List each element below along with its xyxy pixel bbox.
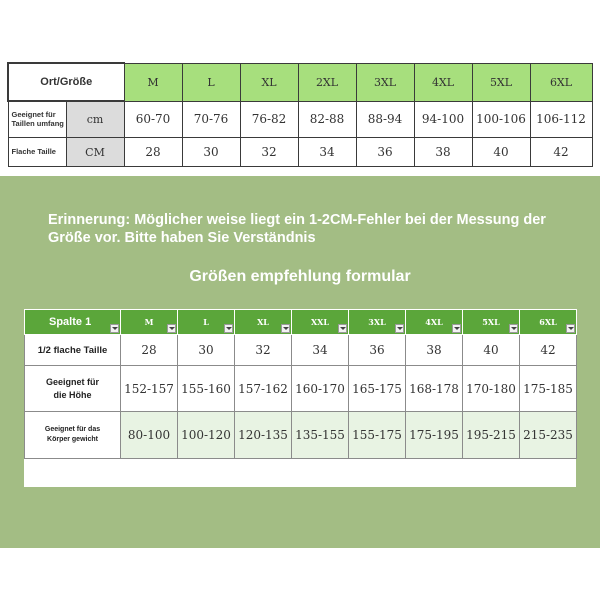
filter-dropdown-icon[interactable]: [509, 324, 518, 333]
filter-dropdown-icon[interactable]: [110, 324, 119, 333]
size-chart-table: [7, 62, 593, 167]
size-header[interactable]: [349, 310, 406, 335]
filter-dropdown-icon[interactable]: [338, 324, 347, 333]
value-cell: 28: [124, 138, 182, 167]
value-cell: 155-175: [349, 412, 406, 459]
size-label: L: [203, 317, 209, 327]
size-cell: 6XL: [530, 63, 592, 101]
recommendation-table: [24, 309, 577, 479]
corner-label: Ort/Größe: [8, 63, 124, 101]
size-label: XL: [257, 317, 269, 327]
size-label: 4XL: [425, 317, 443, 327]
value-cell: 100-120: [178, 412, 235, 459]
value-cell: 42: [530, 138, 592, 167]
value-cell: 60-70: [124, 101, 182, 138]
value-cell: 28: [121, 335, 178, 366]
row-label: Geeignet für die Höhe: [25, 366, 121, 412]
value-cell: 36: [349, 335, 406, 366]
size-label: 6XL: [539, 317, 557, 327]
unit-cell: CM: [66, 138, 124, 167]
row-label: 1/2 flache Taille: [25, 335, 121, 366]
filter-dropdown-icon[interactable]: [452, 324, 461, 333]
value-cell: 34: [292, 335, 349, 366]
size-header[interactable]: [520, 310, 577, 335]
value-cell: 120-135: [235, 412, 292, 459]
size-cell: M: [124, 63, 182, 101]
size-label: XXL: [310, 317, 330, 327]
value-cell: 42: [520, 335, 577, 366]
value-cell: 215-235: [520, 412, 577, 459]
size-header[interactable]: [235, 310, 292, 335]
filter-dropdown-icon[interactable]: [224, 324, 233, 333]
value-cell: 80-100: [121, 412, 178, 459]
column-header[interactable]: [25, 310, 121, 335]
formula-title: Größen empfehlung formular: [189, 268, 411, 285]
size-cell: 2XL: [298, 63, 356, 101]
size-header[interactable]: [406, 310, 463, 335]
value-cell: 135-155: [292, 412, 349, 459]
empty-cell: [25, 459, 577, 480]
value-cell: 70-76: [182, 101, 240, 138]
size-cell: 5XL: [472, 63, 530, 101]
table-row: [25, 366, 577, 412]
size-cell: XL: [240, 63, 298, 101]
value-cell: 32: [235, 335, 292, 366]
value-cell: 76-82: [240, 101, 298, 138]
value-cell: 175-195: [406, 412, 463, 459]
value-cell: 168-178: [406, 366, 463, 412]
size-header[interactable]: [292, 310, 349, 335]
value-cell: 38: [414, 138, 472, 167]
row-label: Flache Taille: [8, 138, 66, 167]
value-cell: 88-94: [356, 101, 414, 138]
size-label: 5XL: [482, 317, 500, 327]
value-cell: 40: [472, 138, 530, 167]
table-row: [8, 138, 592, 167]
table-row: [25, 335, 577, 366]
size-cell: 3XL: [356, 63, 414, 101]
value-cell: 34: [298, 138, 356, 167]
measurement-reminder: Erinnerung: Möglicher weise liegt ein 1-2CM-Fehler bei der Messung der Größe vor. Bitte haben Sie Verständnis: [48, 212, 546, 246]
value-cell: 165-175: [349, 366, 406, 412]
size-header[interactable]: [121, 310, 178, 335]
row-label: Geeignet für Taillen umfang: [8, 101, 66, 138]
value-cell: 30: [182, 138, 240, 167]
size-cell: L: [182, 63, 240, 101]
value-cell: 170-180: [463, 366, 520, 412]
row-label: Geeignet für das Körper gewicht: [25, 412, 121, 459]
size-label: 3XL: [368, 317, 386, 327]
size-label: M: [144, 317, 154, 327]
filter-dropdown-icon[interactable]: [167, 324, 176, 333]
value-cell: 40: [463, 335, 520, 366]
value-cell: 32: [240, 138, 298, 167]
value-cell: 157-162: [235, 366, 292, 412]
value-cell: 160-170: [292, 366, 349, 412]
size-cell: 4XL: [414, 63, 472, 101]
recommendation-table-wrapper: [24, 309, 576, 487]
filter-dropdown-icon[interactable]: [281, 324, 290, 333]
value-cell: 36: [356, 138, 414, 167]
value-cell: 175-185: [520, 366, 577, 412]
value-cell: 155-160: [178, 366, 235, 412]
value-cell: 195-215: [463, 412, 520, 459]
size-header-row: [8, 63, 592, 101]
value-cell: 152-157: [121, 366, 178, 412]
value-cell: 94-100: [414, 101, 472, 138]
header-label: Spalte 1: [49, 316, 92, 328]
header-row: [25, 310, 577, 335]
value-cell: 106-112: [530, 101, 592, 138]
table-row: [25, 412, 577, 459]
value-cell: 38: [406, 335, 463, 366]
table-row: [8, 101, 592, 138]
value-cell: 30: [178, 335, 235, 366]
filter-dropdown-icon[interactable]: [395, 324, 404, 333]
filter-dropdown-icon[interactable]: [566, 324, 575, 333]
size-header[interactable]: [178, 310, 235, 335]
value-cell: 100-106: [472, 101, 530, 138]
empty-row: [25, 459, 577, 480]
size-header[interactable]: [463, 310, 520, 335]
value-cell: 82-88: [298, 101, 356, 138]
unit-cell: cm: [66, 101, 124, 138]
